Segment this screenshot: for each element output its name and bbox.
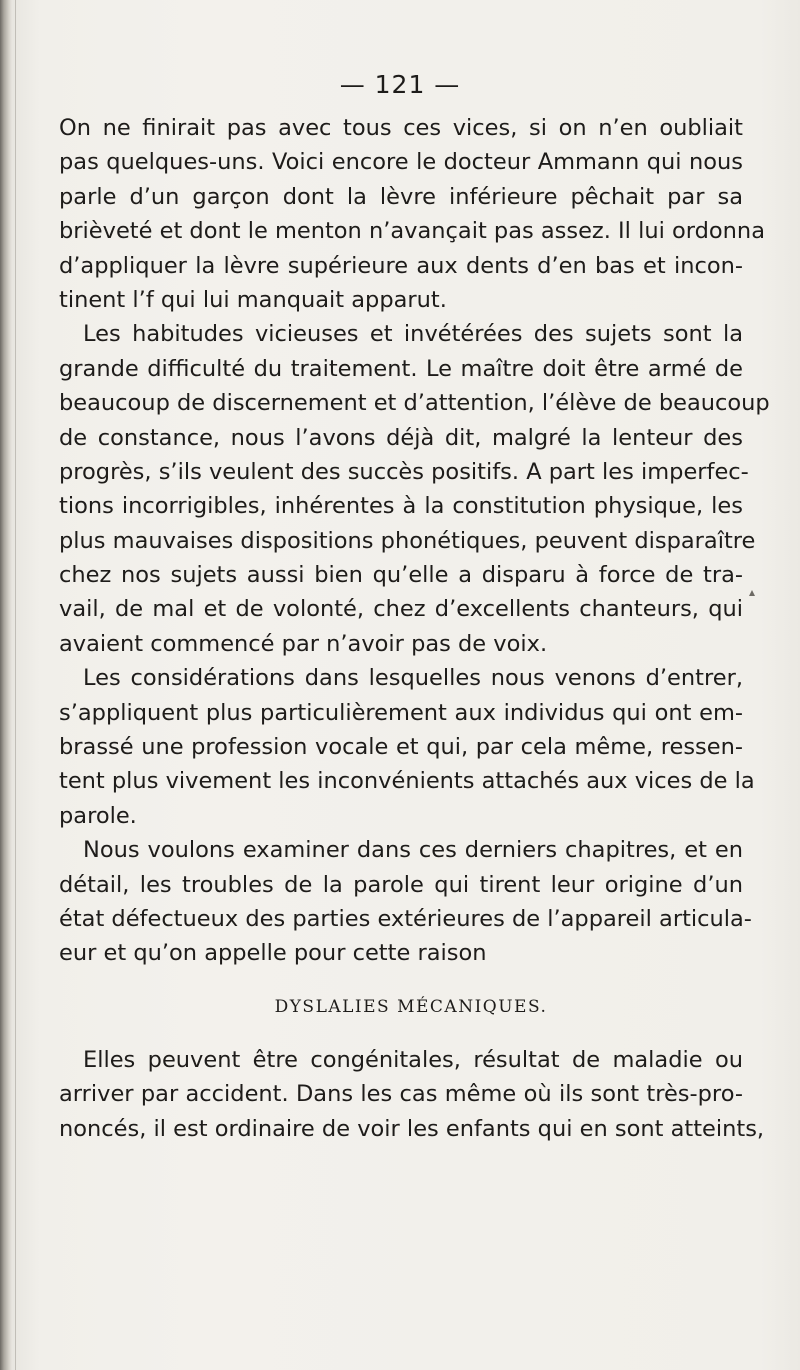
- book-spine-shadow: [0, 0, 12, 1370]
- page-number: — 121 —: [339, 70, 461, 99]
- text-line: tent plus vivement les inconvénients attachés aux vices de la: [59, 768, 755, 795]
- text-line: détail, les troubles de la parole qui tirent leur origine d’un: [59, 871, 743, 898]
- text-line: Les considérations dans lesquelles nous venons d’entrer,: [83, 665, 743, 692]
- body-text: [59, 111, 770, 1146]
- text-line: noncés, il est ordinaire de voir les enfants qui en sont atteints,: [59, 1115, 765, 1142]
- ink-speck: [749, 590, 755, 596]
- text-line: beaucoup de discernement et d’attention, l’élève de beaucoup: [59, 390, 770, 417]
- text-line: grande difficulté du traitement. Le maître doit être armé de: [59, 355, 743, 382]
- text-line: Elles peuvent être congénitales, résultat de maladie ou: [83, 1046, 743, 1073]
- text-line: chez nos sujets aussi bien qu’elle a disparu à force de tra-: [59, 562, 743, 589]
- text-line: de constance, nous l’avons déjà dit, malgré la lenteur des: [59, 424, 743, 451]
- text-line: tinent l’f qui lui manquait apparut.: [59, 286, 447, 313]
- text-line: progrès, s’ils veulent des succès positifs. A part les imperfec-: [59, 458, 749, 485]
- text-line: tions incorrigibles, inhérentes à la constitution physique, les: [59, 493, 743, 520]
- gutter-line: [15, 0, 16, 1370]
- text-line: vail, de mal et de volonté, chez d’excellents chanteurs, qui: [59, 596, 743, 623]
- section-heading: DYSLALIES MÉCANIQUES.: [274, 996, 548, 1017]
- text-line: eur et qu’on appelle pour cette raison: [59, 940, 487, 967]
- text-line: On ne finirait pas avec tous ces vices, si on n’en oubliait: [59, 115, 743, 141]
- text-line: d’appliquer la lèvre supérieure aux dents d’en bas et incon-: [59, 252, 743, 279]
- text-line: arriver par accident. Dans les cas même où ils sont très-pro-: [59, 1081, 743, 1108]
- text-line: brassé une profession vocale et qui, par cela même, ressen-: [59, 734, 743, 761]
- text-line: Nous voulons examiner dans ces derniers chapitres, et en: [83, 837, 743, 864]
- text-line: plus mauvaises dispositions phonétiques, peuvent disparaître: [59, 527, 756, 554]
- text-line: pas quelques-uns. Voici encore le docteur Ammann qui nous: [59, 149, 743, 176]
- text-line: s’appliquent plus particulièrement aux individus qui ont em-: [59, 699, 743, 726]
- text-line: parle d’un garçon dont la lèvre inférieure pêchait par sa: [59, 183, 743, 210]
- text-line: parole.: [59, 802, 137, 829]
- text-line: avaient commencé par n’avoir pas de voix.: [59, 630, 548, 657]
- text-line: état défectueux des parties extérieures de l’appareil articula-: [59, 905, 752, 932]
- text-line: brièveté et dont le menton n’avançait pas assez. Il lui ordonna: [59, 218, 765, 245]
- text-line: Les habitudes vicieuses et invétérées des sujets sont la: [83, 321, 743, 348]
